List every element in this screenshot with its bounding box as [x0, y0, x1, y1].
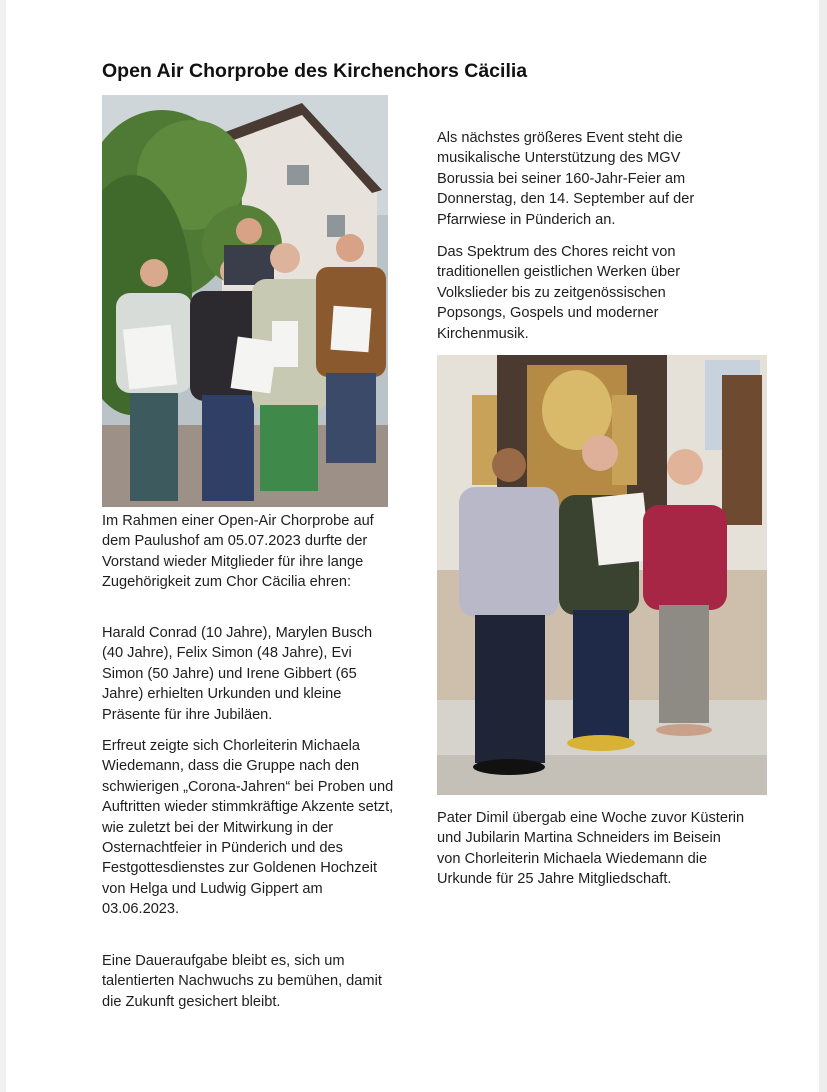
article-title: Open Air Chorprobe des Kirchenchors Cäcilia — [102, 60, 528, 82]
church-photo — [437, 355, 767, 795]
photo-caption: Pater Dimil übergab eine Woche zuvor Küsterin und Jubilarin Martina Schneiders im Beisein von Chorleiterin Michaela Wiedemann die Urkunde für 25 Jahre Mitgliedschaft. — [437, 810, 745, 888]
left-paragraph-2: Harald Conrad (10 Jahre), Marylen Busch (40 Jahre), Felix Simon (48 Jahre), Evi Simon (50 Jahre) und Irene Gibbert (65 Jahre) erhielten Urkunden und kleine Präsente für ihre Jubiläen. — [102, 625, 373, 723]
left-paragraph-3: Erfreut zeigte sich Chorleiterin Michaela Wiedemann, dass die Gruppe nach den schwierigen „Corona-Jahren“ bei Proben und Auftritten wieder stimmkräftige Akzente setzt, wie zuletzt bei der Mitwirkung in der Osternachtfeier in Pünderich und des Festgottesdienstes zur Goldenen Hochzeit von Helga und Ludwig Gippert am 03.06.2023. — [102, 738, 394, 918]
group-photo-icon — [102, 95, 388, 507]
right-paragraph-2: Das Spektrum des Chores reicht von traditionellen geistlichen Werken über Volkslieder bis zu zeitgenössischen Popsongs, Gospels und moderner Kirchenmusik. — [437, 244, 681, 342]
left-paragraph-1: Im Rahmen einer Open-Air Chorprobe auf dem Paulushof am 05.07.2023 durfte der Vorstand wieder Mitglieder für ihre lange Zugehörigkeit zum Chor Cäcilia ehren: — [102, 513, 374, 591]
church-photo-icon — [437, 355, 767, 795]
page-edge-left — [0, 0, 6, 1092]
right-paragraph-1: Als nächstes größeres Event steht die musikalische Unterstützung des MGV Borussia bei seiner 160-Jahr-Feier am Donnerstag, den 14. September auf der Pfarrwiese in Pünderich an. — [437, 130, 695, 228]
group-photo — [102, 95, 388, 507]
page-edge-right — [819, 0, 827, 1092]
left-paragraph-4: Eine Daueraufgabe bleibt es, sich um talentierten Nachwuchs zu bemühen, damit die Zukunft gesichert bleibt. — [102, 953, 382, 1010]
